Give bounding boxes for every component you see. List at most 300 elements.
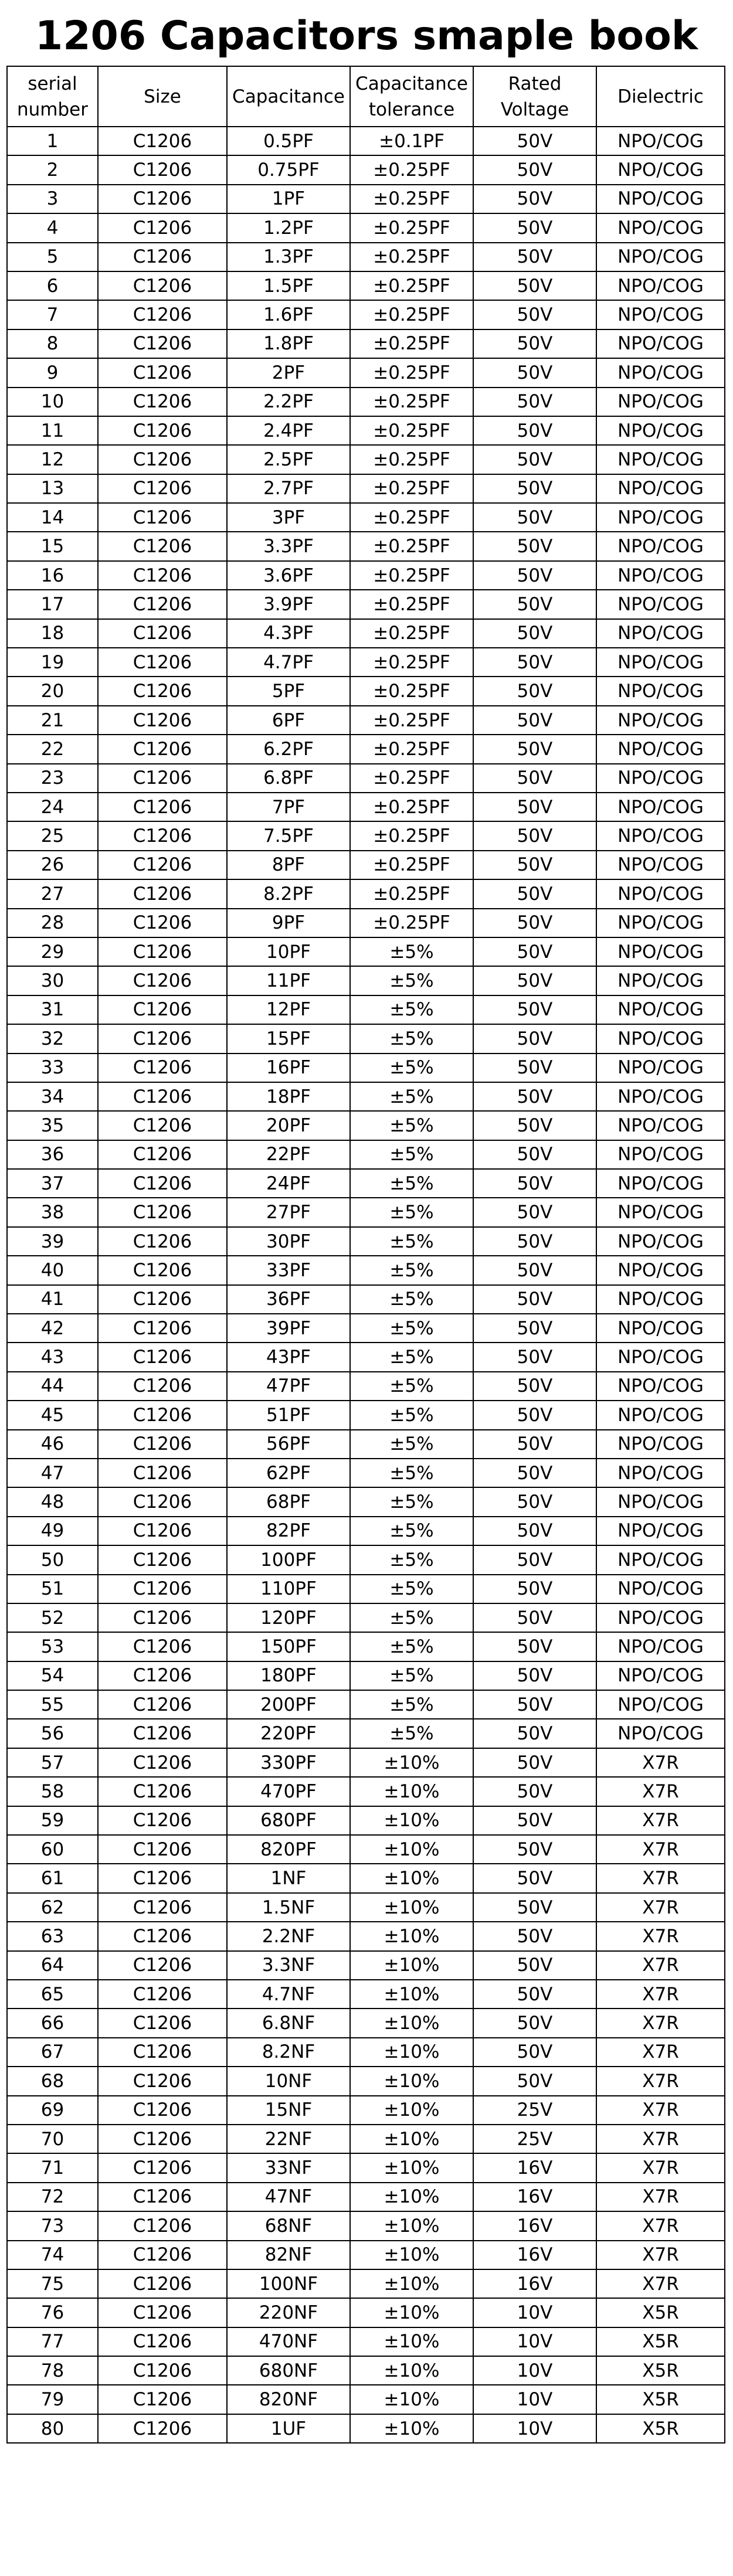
cell-rated-voltage: 50V <box>473 764 596 793</box>
cell-capacitance: 200PF <box>227 1690 350 1719</box>
cell-tolerance: ±5% <box>350 1140 473 1169</box>
cell-serial-number: 64 <box>7 1951 98 1980</box>
cell-dielectric: NPO/COG <box>596 300 725 329</box>
table-row <box>7 1401 725 1429</box>
cell-serial-number: 17 <box>7 590 98 618</box>
cell-serial-number: 16 <box>7 561 98 590</box>
cell-serial-number: 6 <box>7 271 98 300</box>
cell-tolerance: ±10% <box>350 1980 473 2009</box>
cell-tolerance: ±10% <box>350 2183 473 2211</box>
cell-tolerance: ±0.25PF <box>350 879 473 908</box>
cell-serial-number: 32 <box>7 1024 98 1053</box>
cell-capacitance: 470PF <box>227 1777 350 1806</box>
header-serial-number: serial number <box>7 66 98 127</box>
cell-size: C1206 <box>98 416 227 445</box>
cell-serial-number: 55 <box>7 1690 98 1719</box>
cell-size: C1206 <box>98 677 227 705</box>
cell-size: C1206 <box>98 2096 227 2125</box>
cell-dielectric: X7R <box>596 2241 725 2269</box>
cell-serial-number: 67 <box>7 2038 98 2067</box>
cell-size: C1206 <box>98 2356 227 2385</box>
cell-dielectric: NPO/COG <box>596 1517 725 1545</box>
table-row <box>7 1314 725 1343</box>
cell-rated-voltage: 10V <box>473 2356 596 2385</box>
cell-serial-number: 2 <box>7 155 98 184</box>
cell-rated-voltage: 50V <box>473 155 596 184</box>
cell-size: C1206 <box>98 1864 227 1892</box>
cell-rated-voltage: 50V <box>473 2038 596 2067</box>
cell-size: C1206 <box>98 1748 227 1777</box>
cell-dielectric: X7R <box>596 1835 725 1864</box>
cell-rated-voltage: 50V <box>473 1082 596 1111</box>
table-row <box>7 2183 725 2211</box>
table-row <box>7 1082 725 1111</box>
cell-dielectric: NPO/COG <box>596 1285 725 1314</box>
cell-dielectric: NPO/COG <box>596 1082 725 1111</box>
cell-dielectric: NPO/COG <box>596 764 725 793</box>
cell-capacitance: 2PF <box>227 358 350 387</box>
cell-size: C1206 <box>98 1430 227 1459</box>
cell-size: C1206 <box>98 2269 227 2298</box>
cell-rated-voltage: 50V <box>473 474 596 503</box>
header-size: Size <box>98 66 227 127</box>
table-row <box>7 213 725 242</box>
cell-capacitance: 5PF <box>227 677 350 705</box>
cell-dielectric: NPO/COG <box>596 966 725 995</box>
cell-capacitance: 43PF <box>227 1343 350 1371</box>
header-capacitance-tolerance: Capacitance tolerance <box>350 66 473 127</box>
cell-tolerance: ±10% <box>350 1893 473 1922</box>
cell-capacitance: 3.9PF <box>227 590 350 618</box>
cell-serial-number: 22 <box>7 735 98 763</box>
cell-rated-voltage: 50V <box>473 1545 596 1574</box>
cell-serial-number: 20 <box>7 677 98 705</box>
cell-dielectric: NPO/COG <box>596 1256 725 1284</box>
cell-serial-number: 13 <box>7 474 98 503</box>
cell-rated-voltage: 16V <box>473 2153 596 2182</box>
cell-tolerance: ±10% <box>350 2153 473 2182</box>
cell-capacitance: 2.7PF <box>227 474 350 503</box>
table-row <box>7 1575 725 1603</box>
cell-rated-voltage: 50V <box>473 445 596 474</box>
cell-serial-number: 29 <box>7 937 98 966</box>
cell-dielectric: NPO/COG <box>596 1603 725 1632</box>
table-row <box>7 2385 725 2414</box>
cell-serial-number: 71 <box>7 2153 98 2182</box>
cell-tolerance: ±5% <box>350 1517 473 1545</box>
header-capacitance: Capacitance <box>227 66 350 127</box>
cell-tolerance: ±0.25PF <box>350 503 473 532</box>
cell-rated-voltage: 50V <box>473 1256 596 1284</box>
cell-capacitance: 56PF <box>227 1430 350 1459</box>
cell-tolerance: ±10% <box>350 2269 473 2298</box>
cell-rated-voltage: 16V <box>473 2241 596 2269</box>
cell-serial-number: 31 <box>7 995 98 1024</box>
cell-tolerance: ±5% <box>350 1198 473 1226</box>
cell-capacitance: 47PF <box>227 1372 350 1401</box>
cell-size: C1206 <box>98 821 227 850</box>
table-row <box>7 1256 725 1284</box>
cell-capacitance: 68PF <box>227 1487 350 1516</box>
cell-dielectric: NPO/COG <box>596 329 725 358</box>
table-row <box>7 388 725 416</box>
cell-capacitance: 22NF <box>227 2125 350 2153</box>
table-row <box>7 1343 725 1371</box>
table-row <box>7 1835 725 1864</box>
cell-dielectric: NPO/COG <box>596 1430 725 1459</box>
cell-size: C1206 <box>98 879 227 908</box>
cell-capacitance: 3.3NF <box>227 1951 350 1980</box>
cell-capacitance: 2.2NF <box>227 1922 350 1950</box>
cell-dielectric: X7R <box>596 1806 725 1835</box>
cell-tolerance: ±0.25PF <box>350 764 473 793</box>
cell-capacitance: 47NF <box>227 2183 350 2211</box>
cell-size: C1206 <box>98 1343 227 1371</box>
cell-capacitance: 22PF <box>227 1140 350 1169</box>
cell-capacitance: 2.4PF <box>227 416 350 445</box>
cell-capacitance: 3.6PF <box>227 561 350 590</box>
cell-rated-voltage: 50V <box>473 1806 596 1835</box>
cell-rated-voltage: 50V <box>473 358 596 387</box>
cell-capacitance: 4.7NF <box>227 1980 350 2009</box>
cell-serial-number: 18 <box>7 619 98 648</box>
cell-tolerance: ±0.25PF <box>350 155 473 184</box>
table-row <box>7 1893 725 1922</box>
cell-tolerance: ±5% <box>350 1314 473 1343</box>
cell-serial-number: 80 <box>7 2414 98 2443</box>
cell-capacitance: 1.3PF <box>227 243 350 271</box>
cell-serial-number: 57 <box>7 1748 98 1777</box>
cell-capacitance: 12PF <box>227 995 350 1024</box>
table-row <box>7 1690 725 1719</box>
cell-dielectric: X7R <box>596 2269 725 2298</box>
cell-tolerance: ±10% <box>350 2356 473 2385</box>
cell-dielectric: NPO/COG <box>596 793 725 821</box>
cell-dielectric: NPO/COG <box>596 127 725 155</box>
cell-tolerance: ±5% <box>350 1082 473 1111</box>
cell-size: C1206 <box>98 2211 227 2240</box>
cell-dielectric: X7R <box>596 2038 725 2067</box>
table-row <box>7 1024 725 1053</box>
cell-serial-number: 47 <box>7 1459 98 1487</box>
cell-rated-voltage: 50V <box>473 1430 596 1459</box>
cell-dielectric: X7R <box>596 2153 725 2182</box>
cell-rated-voltage: 50V <box>473 1024 596 1053</box>
cell-size: C1206 <box>98 735 227 763</box>
cell-capacitance: 33NF <box>227 2153 350 2182</box>
table-row <box>7 474 725 503</box>
cell-tolerance: ±0.25PF <box>350 300 473 329</box>
cell-capacitance: 16PF <box>227 1053 350 1082</box>
cell-rated-voltage: 50V <box>473 1285 596 1314</box>
cell-tolerance: ±5% <box>350 1430 473 1459</box>
table-row <box>7 735 725 763</box>
cell-capacitance: 30PF <box>227 1227 350 1256</box>
cell-size: C1206 <box>98 474 227 503</box>
cell-tolerance: ±5% <box>350 1285 473 1314</box>
cell-dielectric: NPO/COG <box>596 271 725 300</box>
cell-rated-voltage: 50V <box>473 1951 596 1980</box>
cell-tolerance: ±10% <box>350 1748 473 1777</box>
table-row <box>7 1980 725 2009</box>
cell-capacitance: 150PF <box>227 1632 350 1661</box>
cell-size: C1206 <box>98 243 227 271</box>
cell-rated-voltage: 50V <box>473 821 596 850</box>
cell-tolerance: ±10% <box>350 2125 473 2153</box>
cell-capacitance: 36PF <box>227 1285 350 1314</box>
table-row <box>7 1603 725 1632</box>
table-row <box>7 793 725 821</box>
table-row <box>7 1459 725 1487</box>
cell-dielectric: NPO/COG <box>596 213 725 242</box>
cell-dielectric: NPO/COG <box>596 1690 725 1719</box>
cell-dielectric: X7R <box>596 1777 725 1806</box>
cell-tolerance: ±0.25PF <box>350 706 473 735</box>
cell-rated-voltage: 16V <box>473 2183 596 2211</box>
cell-serial-number: 12 <box>7 445 98 474</box>
cell-serial-number: 7 <box>7 300 98 329</box>
cell-serial-number: 21 <box>7 706 98 735</box>
cell-size: C1206 <box>98 155 227 184</box>
table-row <box>7 1140 725 1169</box>
cell-capacitance: 1UF <box>227 2414 350 2443</box>
cell-rated-voltage: 50V <box>473 1517 596 1545</box>
cell-tolerance: ±5% <box>350 1256 473 1284</box>
cell-capacitance: 220PF <box>227 1719 350 1748</box>
table-row <box>7 2241 725 2269</box>
cell-serial-number: 15 <box>7 532 98 560</box>
cell-serial-number: 24 <box>7 793 98 821</box>
cell-tolerance: ±10% <box>350 2327 473 2356</box>
cell-capacitance: 820PF <box>227 1835 350 1864</box>
cell-tolerance: ±5% <box>350 1024 473 1053</box>
cell-rated-voltage: 50V <box>473 1343 596 1371</box>
table-row <box>7 561 725 590</box>
cell-rated-voltage: 50V <box>473 1603 596 1632</box>
cell-capacitance: 4.7PF <box>227 648 350 677</box>
table-row <box>7 155 725 184</box>
cell-rated-voltage: 50V <box>473 1690 596 1719</box>
table-row <box>7 2153 725 2182</box>
table-body <box>7 127 725 2443</box>
cell-size: C1206 <box>98 300 227 329</box>
table-row <box>7 1719 725 1748</box>
cell-size: C1206 <box>98 1835 227 1864</box>
cell-tolerance: ±0.25PF <box>350 851 473 879</box>
cell-size: C1206 <box>98 1661 227 1690</box>
cell-serial-number: 8 <box>7 329 98 358</box>
cell-capacitance: 11PF <box>227 966 350 995</box>
cell-rated-voltage: 50V <box>473 2009 596 2037</box>
cell-serial-number: 40 <box>7 1256 98 1284</box>
cell-rated-voltage: 50V <box>473 1487 596 1516</box>
cell-tolerance: ±5% <box>350 1459 473 1487</box>
cell-dielectric: NPO/COG <box>596 821 725 850</box>
cell-rated-voltage: 50V <box>473 1980 596 2009</box>
cell-size: C1206 <box>98 1603 227 1632</box>
cell-capacitance: 10NF <box>227 2067 350 2095</box>
cell-size: C1206 <box>98 1256 227 1284</box>
cell-tolerance: ±0.25PF <box>350 329 473 358</box>
cell-serial-number: 62 <box>7 1893 98 1922</box>
cell-serial-number: 68 <box>7 2067 98 2095</box>
cell-dielectric: NPO/COG <box>596 1487 725 1516</box>
cell-serial-number: 28 <box>7 909 98 937</box>
cell-tolerance: ±5% <box>350 937 473 966</box>
cell-capacitance: 62PF <box>227 1459 350 1487</box>
cell-size: C1206 <box>98 2067 227 2095</box>
cell-capacitance: 110PF <box>227 1575 350 1603</box>
cell-capacitance: 2.5PF <box>227 445 350 474</box>
cell-size: C1206 <box>98 1806 227 1835</box>
cell-size: C1206 <box>98 1169 227 1198</box>
table-row <box>7 764 725 793</box>
table-row <box>7 966 725 995</box>
cell-capacitance: 6.8PF <box>227 764 350 793</box>
cell-capacitance: 20PF <box>227 1111 350 1140</box>
cell-dielectric: X7R <box>596 1864 725 1892</box>
cell-tolerance: ±0.25PF <box>350 648 473 677</box>
cell-size: C1206 <box>98 1024 227 1053</box>
cell-tolerance: ±0.25PF <box>350 561 473 590</box>
cell-serial-number: 49 <box>7 1517 98 1545</box>
cell-rated-voltage: 50V <box>473 1401 596 1429</box>
cell-dielectric: NPO/COG <box>596 677 725 705</box>
cell-dielectric: NPO/COG <box>596 1575 725 1603</box>
cell-dielectric: X7R <box>596 2096 725 2125</box>
cell-dielectric: NPO/COG <box>596 735 725 763</box>
table-row <box>7 445 725 474</box>
cell-capacitance: 470NF <box>227 2327 350 2356</box>
cell-size: C1206 <box>98 1545 227 1574</box>
cell-dielectric: X7R <box>596 2183 725 2211</box>
cell-capacitance: 0.5PF <box>227 127 350 155</box>
cell-size: C1206 <box>98 271 227 300</box>
cell-dielectric: NPO/COG <box>596 1198 725 1226</box>
cell-serial-number: 10 <box>7 388 98 416</box>
cell-capacitance: 82PF <box>227 1517 350 1545</box>
cell-rated-voltage: 50V <box>473 1777 596 1806</box>
table-row <box>7 1545 725 1574</box>
cell-serial-number: 34 <box>7 1082 98 1111</box>
cell-rated-voltage: 10V <box>473 2327 596 2356</box>
cell-rated-voltage: 50V <box>473 1111 596 1140</box>
table-row <box>7 329 725 358</box>
cell-dielectric: NPO/COG <box>596 561 725 590</box>
cell-dielectric: X7R <box>596 1922 725 1950</box>
table-row <box>7 821 725 850</box>
cell-serial-number: 79 <box>7 2385 98 2414</box>
cell-dielectric: X7R <box>596 2009 725 2037</box>
cell-dielectric: NPO/COG <box>596 1372 725 1401</box>
cell-size: C1206 <box>98 1459 227 1487</box>
cell-capacitance: 10PF <box>227 937 350 966</box>
cell-size: C1206 <box>98 445 227 474</box>
cell-size: C1206 <box>98 793 227 821</box>
cell-rated-voltage: 10V <box>473 2414 596 2443</box>
table-row <box>7 590 725 618</box>
cell-tolerance: ±5% <box>350 1111 473 1140</box>
cell-dielectric: NPO/COG <box>596 532 725 560</box>
cell-capacitance: 180PF <box>227 1661 350 1690</box>
cell-dielectric: NPO/COG <box>596 1661 725 1690</box>
cell-dielectric: X5R <box>596 2414 725 2443</box>
cell-capacitance: 1.8PF <box>227 329 350 358</box>
cell-tolerance: ±10% <box>350 2385 473 2414</box>
cell-rated-voltage: 16V <box>473 2211 596 2240</box>
cell-rated-voltage: 50V <box>473 1140 596 1169</box>
cell-serial-number: 27 <box>7 879 98 908</box>
table-row <box>7 909 725 937</box>
cell-dielectric: NPO/COG <box>596 851 725 879</box>
cell-serial-number: 37 <box>7 1169 98 1198</box>
cell-dielectric: NPO/COG <box>596 1343 725 1371</box>
cell-tolerance: ±10% <box>350 1835 473 1864</box>
cell-tolerance: ±10% <box>350 1922 473 1950</box>
cell-serial-number: 56 <box>7 1719 98 1748</box>
cell-rated-voltage: 50V <box>473 648 596 677</box>
cell-rated-voltage: 25V <box>473 2125 596 2153</box>
cell-tolerance: ±5% <box>350 966 473 995</box>
cell-capacitance: 33PF <box>227 1256 350 1284</box>
cell-tolerance: ±10% <box>350 2096 473 2125</box>
cell-rated-voltage: 50V <box>473 995 596 1024</box>
cell-serial-number: 25 <box>7 821 98 850</box>
cell-serial-number: 44 <box>7 1372 98 1401</box>
cell-rated-voltage: 50V <box>473 388 596 416</box>
cell-dielectric: NPO/COG <box>596 590 725 618</box>
table-row <box>7 1169 725 1198</box>
cell-capacitance: 220NF <box>227 2298 350 2327</box>
header-rated-voltage: Rated Voltage <box>473 66 596 127</box>
cell-rated-voltage: 16V <box>473 2269 596 2298</box>
table-header <box>7 66 725 127</box>
table-row <box>7 1806 725 1835</box>
cell-capacitance: 820NF <box>227 2385 350 2414</box>
cell-serial-number: 53 <box>7 1632 98 1661</box>
table-row <box>7 2356 725 2385</box>
cell-capacitance: 15NF <box>227 2096 350 2125</box>
cell-serial-number: 73 <box>7 2211 98 2240</box>
cell-tolerance: ±0.25PF <box>350 271 473 300</box>
cell-dielectric: NPO/COG <box>596 388 725 416</box>
cell-tolerance: ±5% <box>350 1343 473 1371</box>
table-row <box>7 358 725 387</box>
cell-tolerance: ±5% <box>350 1227 473 1256</box>
cell-serial-number: 38 <box>7 1198 98 1226</box>
cell-serial-number: 76 <box>7 2298 98 2327</box>
cell-capacitance: 6.8NF <box>227 2009 350 2037</box>
cell-rated-voltage: 50V <box>473 1372 596 1401</box>
table-row <box>7 2298 725 2327</box>
table-row <box>7 2038 725 2067</box>
cell-rated-voltage: 50V <box>473 1922 596 1950</box>
cell-serial-number: 66 <box>7 2009 98 2037</box>
cell-size: C1206 <box>98 1690 227 1719</box>
cell-size: C1206 <box>98 213 227 242</box>
cell-dielectric: NPO/COG <box>596 1401 725 1429</box>
cell-tolerance: ±5% <box>350 1487 473 1516</box>
cell-rated-voltage: 50V <box>473 1169 596 1198</box>
cell-tolerance: ±5% <box>350 1053 473 1082</box>
cell-dielectric: NPO/COG <box>596 1719 725 1748</box>
cell-tolerance: ±5% <box>350 1632 473 1661</box>
cell-tolerance: ±5% <box>350 1719 473 1748</box>
table-row <box>7 677 725 705</box>
cell-dielectric: X7R <box>596 1893 725 1922</box>
cell-serial-number: 11 <box>7 416 98 445</box>
cell-serial-number: 78 <box>7 2356 98 2385</box>
